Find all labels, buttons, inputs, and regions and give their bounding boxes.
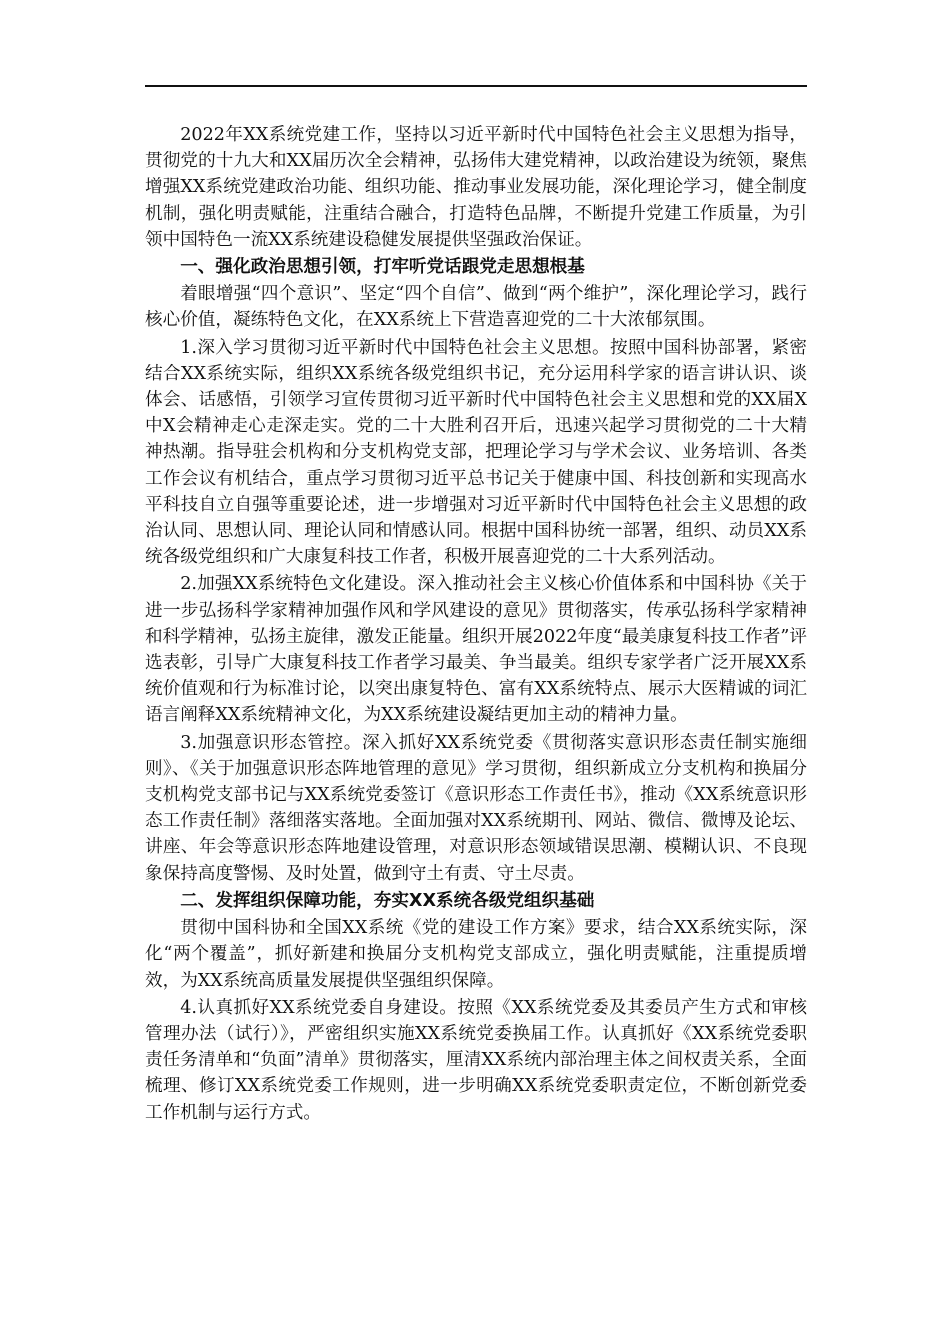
section-heading-2: 二、发挥组织保障功能，夯实XX系统各级党组织基础 (180, 890, 595, 911)
intro-paragraph: 2022年XX系统党建工作，坚持以习近平新时代中国特色社会主义思想为指导，贯彻党的十九大和XX届历次全会精神，弘扬伟大建党精神，以政治建设为统领，聚焦增强XX系统党建政治功能、组织功能、推动事业发展功能，深化理论学习，健全制度机制，强化明责赋能，注重结合融合，打造特色品牌，不断提升党建工作质量，为引领中国特色一流XX系统建设稳健发展提供坚强政治保证。 (145, 125, 807, 250)
document-page (145, 0, 807, 1344)
item-3-paragraph: 3.加强意识形态管控。深入抓好XX系统党委《贯彻落实意识形态责任制实施细则》、《关于加强意识形态阵地管理的意见》学习贯彻，组织新成立分支机构和换届分支机构党支部书记与XX系统党委签订《意识形态工作责任书》，推动《XX系统意识形态工作责任制》落细落实落地。全面加强对XX系统期刊、网站、微信、微博及论坛、讲座、年会等意识形态阵地建设管理，对意识形态领域错误思潮、模糊认识、不良现象保持高度警惕、及时处置，做到守土有责、守土尽责。 (145, 732, 807, 884)
header-rule (145, 85, 807, 87)
section-2-summary: 贯彻中国科协和全国XX系统《党的建设工作方案》要求，结合XX系统实际，深化“两个覆盖”，抓好新建和换届分支机构党支部成立，强化明责赋能，注重提质增效，为XX系统高质量发展提供坚强组织保障。 (145, 918, 807, 991)
section-heading-1: 一、强化政治思想引领，打牢听党话跟党走思想根基 (180, 257, 585, 278)
document-body (145, 122, 807, 1126)
item-2-paragraph: 2.加强XX系统特色文化建设。深入推动社会主义核心价值体系和中国科协《关于进一步弘扬科学家精神加强作风和学风建设的意见》贯彻落实，传承弘扬科学家精神和科学精神，弘扬主旋律，激发正能量。组织开展2022年度“最美康复科技工作者”评选表彰，引导广大康复科技工作者学习最美、争当最美。组织专家学者广泛开展XX系统价值观和行为标准讨论，以突出康复特色、富有XX系统特点、展示大医精诚的词汇语言阐释XX系统精神文化，为XX系统建设凝结更加主动的精神力量。 (145, 574, 807, 726)
item-1-paragraph: 1.深入学习贯彻习近平新时代中国特色社会主义思想。按照中国科协部署，紧密结合XX系统实际，组织XX系统各级党组织书记，充分运用科学家的语言讲认识、谈体会、话感悟，引领学习宣传贯彻习近平新时代中国特色社会主义思想和党的XX届X中X会精神走心走深走实。党的二十大胜利召开后，迅速兴起学习贯彻党的二十大精神热潮。指导驻会机构和分支机构党支部，把理论学习与学术会议、业务培训、各类工作会议有机结合，重点学习贯彻习近平总书记关于健康中国、科技创新和实现高水平科技自立自强等重要论述，进一步增强对习近平新时代中国特色社会主义思想的政治认同、思想认同、理论认同和情感认同。根据中国科协统一部署，组织、动员XX系统各级党组织和广大康复科技工作者，积极开展喜迎党的二十大系列活动。 (145, 337, 807, 568)
section-1-summary: 着眼增强“四个意识”、坚定“四个自信”、做到“两个维护”，深化理论学习，践行核心价值，凝练特色文化，在XX系统上下营造喜迎党的二十大浓郁氛围。 (145, 284, 807, 331)
item-4-paragraph: 4.认真抓好XX系统党委自身建设。按照《XX系统党委及其委员产生方式和审核管理办法（试行）》，严密组织实施XX系统党委换届工作。认真抓好《XX系统党委职责任务清单和“负面”清单》贯彻落实，厘清XX系统内部治理主体之间权责关系，全面梳理、修订XX系统党委工作规则，进一步明确XX系统党委职责定位，不断创新党委工作机制与运行方式。 (145, 997, 807, 1123)
